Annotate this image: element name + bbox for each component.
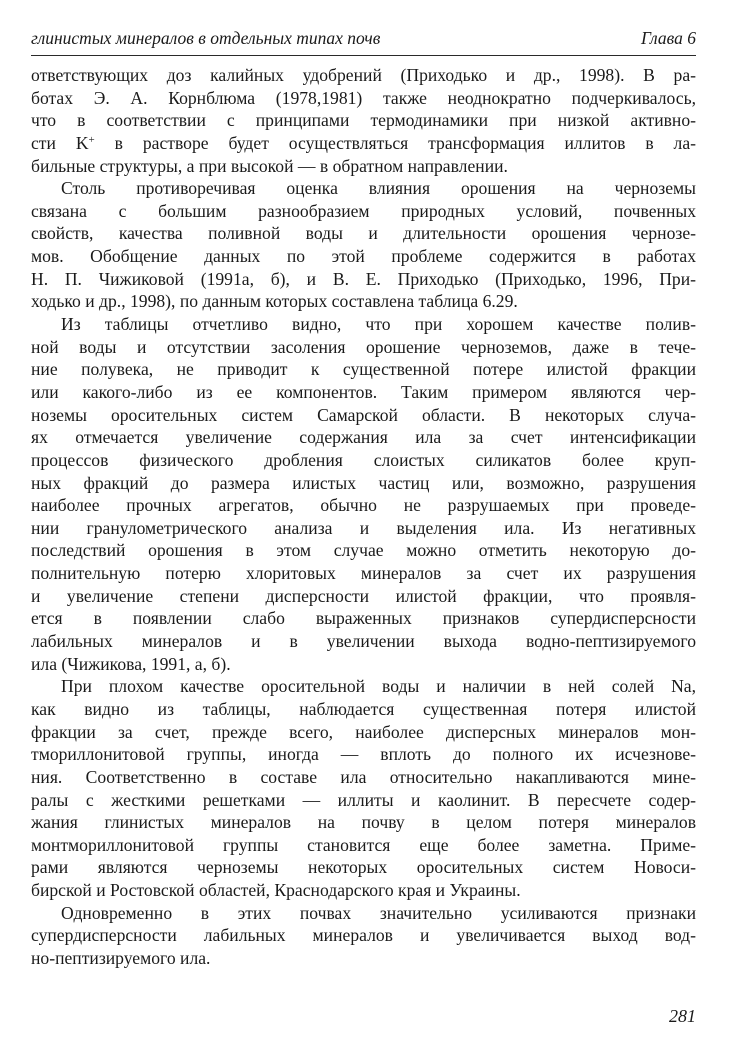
header-divider <box>31 55 696 56</box>
text-line <box>31 494 696 517</box>
text-line <box>31 924 696 947</box>
text-line <box>31 811 696 834</box>
text-line <box>31 607 696 630</box>
text-line <box>31 64 696 87</box>
text-line <box>31 177 696 200</box>
line-text: ется в появлении слабо выраженных признаков супердисперсности <box>31 608 696 629</box>
line-text: фракции за счет, прежде всего, наиболее дисперсных минералов мон- <box>31 721 696 742</box>
text-line <box>31 539 696 562</box>
text-line <box>31 585 696 608</box>
text-line <box>31 87 696 110</box>
line-text: ходько и др., 1998), по данным которых составлена таблица 6.29. <box>31 291 518 312</box>
line-text: жания глинистых минералов на почву в целом потеря минералов <box>31 812 696 833</box>
page-number: 281 <box>669 1006 696 1026</box>
running-header <box>31 28 696 58</box>
text-line <box>31 404 696 427</box>
text-line <box>31 336 696 359</box>
line-text: монтмориллонитовой группы становится еще более заметна. Приме- <box>31 834 696 855</box>
line-text: Н. П. Чижиковой (1991а, б), и В. Е. Приходько (Приходько, 1996, При- <box>31 268 696 289</box>
line-text: лабильных минералов и в увеличении выхода водно-пептизируемого <box>31 631 696 652</box>
line-text: сти K <box>31 132 89 153</box>
text-line <box>31 766 696 789</box>
line-text: бильные структуры, а при высокой — в обратном направлении. <box>31 155 508 176</box>
line-text: Из таблицы отчетливо видно, что при хорошем качестве полив- <box>61 314 696 335</box>
line-text: наиболее прочных агрегатов, обычно не разрушаемых при проведе- <box>31 495 696 516</box>
superscript: + <box>88 133 95 146</box>
text-line <box>31 426 696 449</box>
text-line <box>31 698 696 721</box>
line-text: супердисперсности лабильных минералов и увеличивается выход вод- <box>31 925 696 946</box>
line-text: ила (Чижикова, 1991, а, б). <box>31 653 231 674</box>
text-line <box>31 472 696 495</box>
text-line <box>31 856 696 879</box>
line-text: Одновременно в этих почвах значительно усиливаются признаки <box>61 902 696 923</box>
text-line <box>31 947 696 970</box>
line-text: Столь противоречивая оценка влияния орошения на черноземы <box>61 178 696 199</box>
line-text: как видно из таблицы, наблюдается существенная потеря илистой <box>31 698 696 719</box>
text-line <box>31 675 696 698</box>
line-text: связана с большим разнообразием природных условий, почвенных <box>31 200 696 221</box>
text-line <box>31 358 696 381</box>
running-title: глинистых минералов в отдельных типах почв <box>31 28 381 48</box>
text-line <box>31 381 696 404</box>
chapter-label: Глава 6 <box>641 28 696 48</box>
line-text: бирской и Ростовской областей, Краснодарского края и Украины. <box>31 880 521 901</box>
text-line <box>31 879 696 902</box>
line-text: тмориллонитовой группы, иногда — вплоть до полного их исчезнове- <box>31 744 696 765</box>
text-line <box>31 789 696 812</box>
line-text: ответствующих доз калийных удобрений (Приходько и др., 1998). В ра- <box>31 65 696 85</box>
text-line <box>31 834 696 857</box>
line-text: но-пептизируемого ила. <box>31 947 211 968</box>
text-line <box>31 268 696 291</box>
text-line <box>31 155 696 178</box>
line-text: ях отмечается увеличение содержания ила за счет интенсификации <box>31 427 696 448</box>
text-line <box>31 449 696 472</box>
line-text: ние полувека, не приводит к существенной потере илистой фракции <box>31 359 696 380</box>
body-text <box>31 64 696 970</box>
line-text: рами являются черноземы некоторых оросительных систем Новоси- <box>31 857 696 878</box>
line-text: последствий орошения в этом случае можно отметить некоторую до- <box>31 540 696 561</box>
line-text: ных фракций до размера илистых частиц или, возможно, разрушения <box>31 472 696 493</box>
line-text: или какого-либо из ее компонентов. Таким примером являются чер- <box>31 381 696 402</box>
text-line <box>31 743 696 766</box>
line-text: что в соответствии с принципами термодинамики при низкой активно- <box>31 110 696 131</box>
line-text: процессов физического дробления слоистых силикатов более круп- <box>31 449 696 470</box>
text-line <box>31 653 696 676</box>
line-text: При плохом качестве оросительной воды и наличии в ней солей Na, <box>61 676 696 697</box>
text-line <box>31 132 696 155</box>
text-line <box>31 721 696 744</box>
text-line <box>31 109 696 132</box>
line-text: и увеличение степени дисперсности илистой фракции, что проявля- <box>31 585 696 606</box>
line-text: полнительную потерю хлоритовых минералов за счет их разрушения <box>31 563 696 584</box>
text-line <box>31 200 696 223</box>
line-text: свойств, качества поливной воды и длительности орошения чернозе- <box>31 223 696 244</box>
line-text: ралы с жесткими решетками — иллиты и каолинит. В пересчете содер- <box>31 789 696 810</box>
text-line <box>31 313 696 336</box>
text-line <box>31 630 696 653</box>
text-line <box>31 902 696 925</box>
line-text: нии гранулометрического анализа и выделения ила. Из негативных <box>31 517 696 538</box>
line-text: ботах Э. А. Корнблюма (1978,1981) также неоднократно подчеркивалось, <box>31 87 696 108</box>
text-line <box>31 517 696 540</box>
line-text-tail: в растворе будет осуществляться трансформация иллитов в ла- <box>94 132 696 153</box>
text-line <box>31 562 696 585</box>
line-text: ной воды и отсутствии засоления орошение черноземов, даже в тече- <box>31 336 696 357</box>
text-line <box>31 290 696 313</box>
text-line <box>31 222 696 245</box>
text-line <box>31 245 696 268</box>
line-text: ноземы оросительных систем Самарской области. В некоторых случа- <box>31 404 696 425</box>
line-text: мов. Обобщение данных по этой проблеме содержится в работах <box>31 246 696 267</box>
line-text: ния. Соответственно в составе ила относительно накапливаются мине- <box>31 766 696 787</box>
